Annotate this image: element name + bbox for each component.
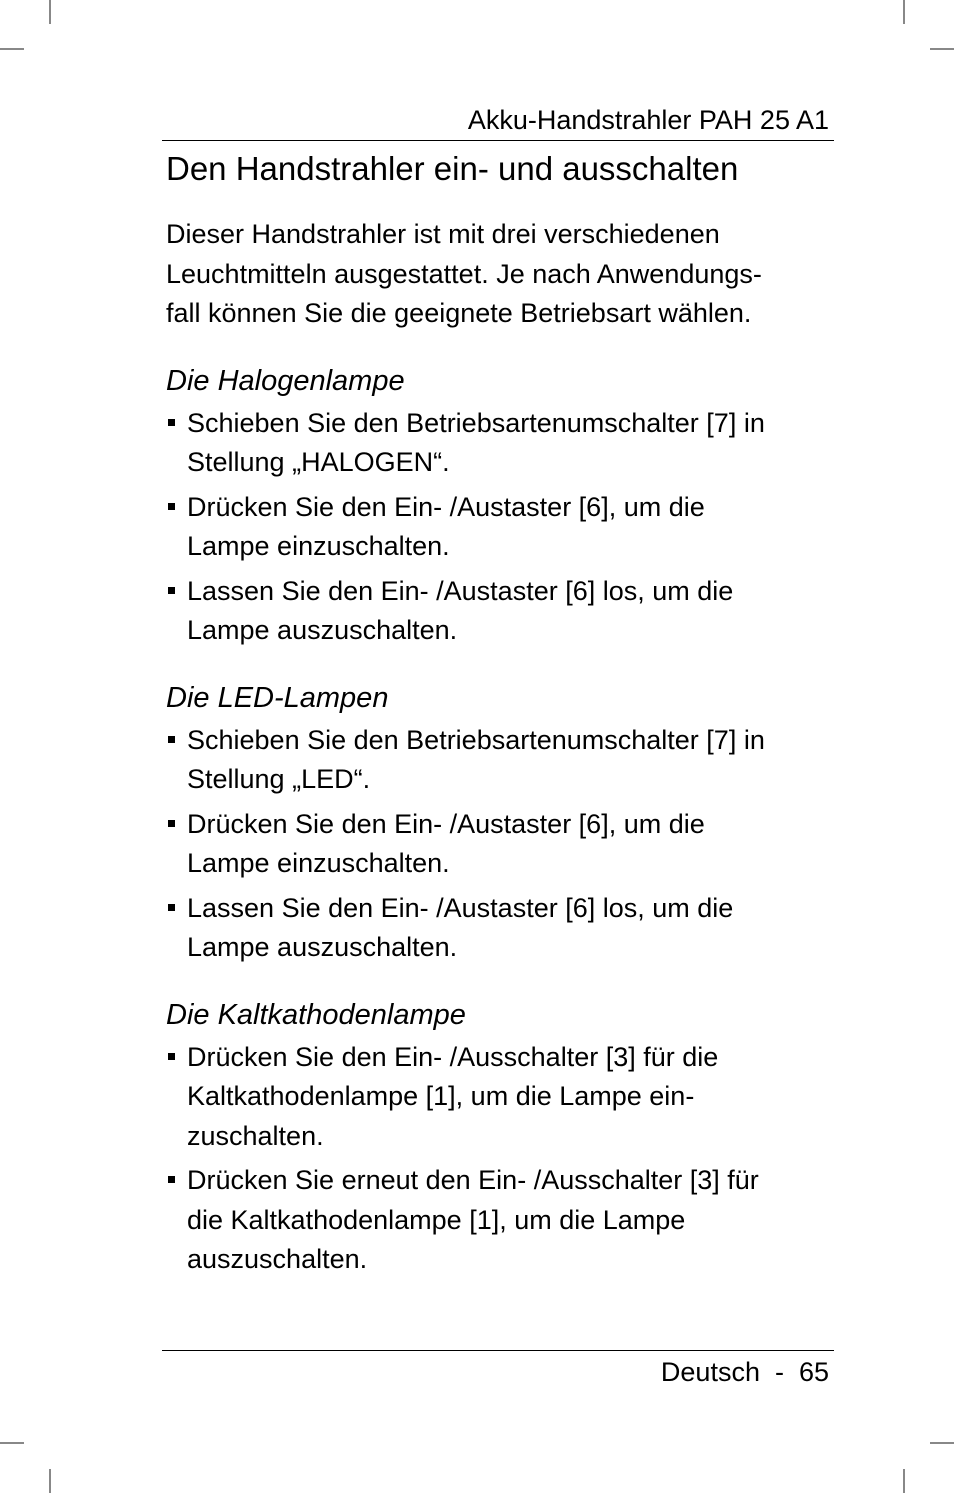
section-title: Die Kaltkathodenlampe <box>166 998 466 1031</box>
list-item-text: Schieben Sie den Betriebsartenumschalter [7] in Stellung „LED“. <box>187 724 765 794</box>
page-content <box>166 148 829 1285</box>
bullet-square-icon <box>168 736 175 743</box>
bullet-square-icon <box>168 904 175 911</box>
header-rule <box>162 140 834 141</box>
list-item <box>166 805 829 884</box>
bullet-square-icon <box>168 1176 175 1183</box>
crop-mark-bottom-left <box>49 1469 51 1493</box>
list-item-text: Drücken Sie den Ein- /Austaster [6], um die Lampe einzuschalten. <box>187 808 705 878</box>
crop-mark-bottom-right-h <box>930 1442 954 1444</box>
section-led <box>166 678 829 968</box>
bullet-list <box>166 1038 829 1280</box>
list-item <box>166 572 829 651</box>
bullet-square-icon <box>168 587 175 594</box>
list-item <box>166 721 829 800</box>
intro-paragraph: Dieser Handstrahler ist mit drei verschiedenen Leuchtmitteln ausgestattet. Je nach Anwendungs- fall können Sie die geeignete Betriebsart wählen. <box>166 219 762 328</box>
page-footer: Deutsch - 65 <box>660 1357 829 1387</box>
section-cold-cathode <box>166 995 829 1280</box>
page-title: Den Handstrahler ein- und ausschalten <box>166 150 739 187</box>
bullet-list <box>166 404 829 651</box>
bullet-square-icon <box>168 820 175 827</box>
crop-mark-top-right <box>903 0 905 24</box>
running-header: Akku-Handstrahler PAH 25 A1 <box>467 105 829 135</box>
list-item <box>166 1161 829 1280</box>
list-item <box>166 488 829 567</box>
list-item-text: Schieben Sie den Betriebsartenumschalter [7] in Stellung „HALOGEN“. <box>187 407 765 477</box>
bullet-square-icon <box>168 503 175 510</box>
list-item-text: Lassen Sie den Ein- /Austaster [6] los, um die Lampe auszuschalten. <box>187 892 734 962</box>
list-item <box>166 889 829 968</box>
crop-mark-top-right-h <box>930 48 954 50</box>
bullet-square-icon <box>168 1053 175 1060</box>
section-halogen <box>166 361 829 651</box>
list-item-text: Drücken Sie den Ein- /Ausschalter [3] für die Kaltkathodenlampe [1], um die Lampe ein- zuschalten. <box>187 1041 719 1151</box>
section-title: Die Halogenlampe <box>166 364 405 397</box>
list-item <box>166 404 829 483</box>
list-item-text: Drücken Sie den Ein- /Austaster [6], um die Lampe einzuschalten. <box>187 491 705 561</box>
crop-mark-bottom-left-h <box>0 1442 24 1444</box>
bullet-square-icon <box>168 419 175 426</box>
list-item-text: Drücken Sie erneut den Ein- /Ausschalter [3] für die Kaltkathodenlampe [1], um die Lampe auszuschalten. <box>187 1165 759 1274</box>
footer-rule <box>162 1350 834 1351</box>
list-item-text: Lassen Sie den Ein- /Austaster [6] los, um die Lampe auszuschalten. <box>187 575 734 645</box>
crop-mark-bottom-right <box>903 1469 905 1493</box>
crop-mark-top-left-h <box>0 48 24 50</box>
bullet-list <box>166 721 829 968</box>
crop-mark-top-left <box>49 0 51 24</box>
section-title: Die LED-Lampen <box>166 681 389 714</box>
list-item <box>166 1038 829 1157</box>
